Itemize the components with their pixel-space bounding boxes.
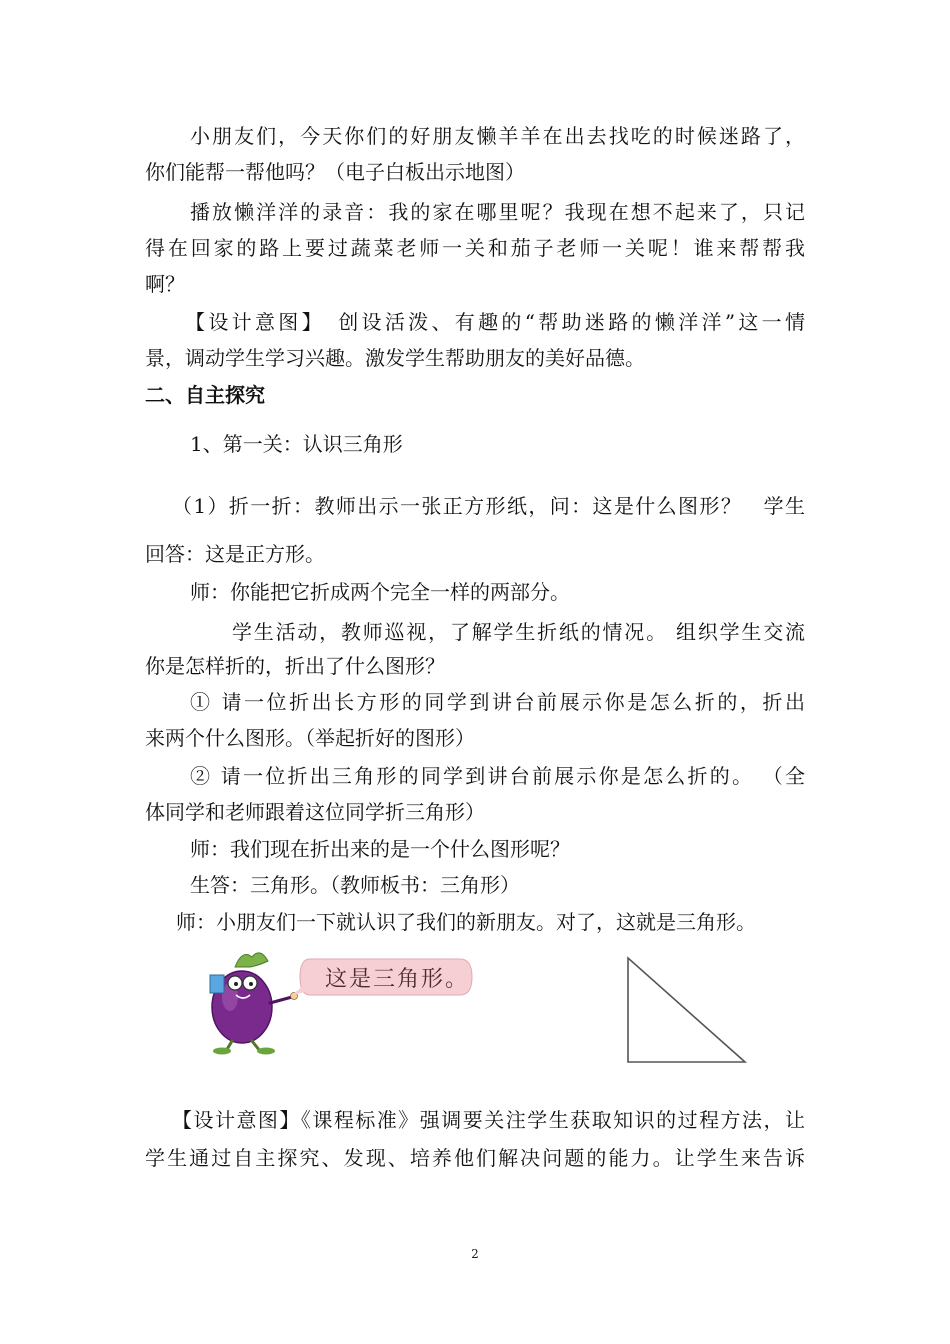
paragraph-line: 你们能帮一帮他吗？（电子白板出示地图） xyxy=(145,160,525,184)
paragraph-line: 播放懒洋洋的录音：我的家在哪里呢？我现在想不起来了，只记 xyxy=(190,200,805,224)
triangle-figure xyxy=(620,950,755,1070)
paragraph-line: 师：我们现在折出来的是一个什么图形呢？ xyxy=(190,837,570,861)
right-triangle-icon xyxy=(620,950,755,1070)
paragraph-line: 来两个什么图形。（举起折好的图形） xyxy=(145,726,475,750)
design-intent-line: 【设计意图】《课程标准》强调要关注学生获取知识的过程方法，让 xyxy=(172,1108,805,1132)
paragraph-line: 得在回家的路上要过蔬菜老师一关和茄子老师一关呢！谁来帮帮我 xyxy=(145,236,805,260)
paragraph-line: 回答：这是正方形。 xyxy=(145,542,325,566)
paragraph-line: 你是怎样折的，折出了什么图形？ xyxy=(145,654,445,678)
paragraph-line: （1）折一折：教师出示一张正方形纸，问：这是什么图形？ 学生 xyxy=(172,494,805,518)
paragraph-line: ① 请一位折出长方形的同学到讲台前展示你是怎么折的，折出 xyxy=(190,690,805,714)
paragraph-line: 小朋友们，今天你们的好朋友懒羊羊在出去找吃的时候迷路了， xyxy=(190,124,805,148)
page-number: 2 xyxy=(471,1247,479,1261)
subsection-title: 1、第一关：认识三角形 xyxy=(190,432,403,456)
paragraph-line: 啊？ xyxy=(145,272,185,296)
eggplant-illustration xyxy=(180,945,480,1055)
eggplant-character-icon xyxy=(180,945,480,1055)
paragraph-line: 学生通过自主探究、发现、培养他们解决问题的能力。让学生来告诉 xyxy=(145,1146,805,1170)
paragraph-line: 学生活动，教师巡视，了解学生折纸的情况。 组织学生交流 xyxy=(232,620,805,644)
paragraph-line: 师：小朋友们一下就认识了我们的新朋友。对了，这就是三角形。 xyxy=(176,910,756,934)
paragraph-line: ② 请一位折出三角形的同学到讲台前展示你是怎么折的。 （全 xyxy=(190,764,805,788)
paragraph-line: 体同学和老师跟着这位同学折三角形） xyxy=(145,800,485,824)
design-intent-line: 【设计意图】 创设活泼、有趣的“帮助迷路的懒洋洋”这一情 xyxy=(185,310,805,334)
section-heading: 二、自主探究 xyxy=(145,383,265,407)
paragraph-line: 景，调动学生学习兴趣。激发学生帮助朋友的美好品德。 xyxy=(145,346,645,370)
speech-bubble-text: 这是三角形。 xyxy=(325,967,470,992)
paragraph-line: 师：你能把它折成两个完全一样的两部分。 xyxy=(190,580,570,604)
paragraph-line: 生答：三角形。（教师板书：三角形） xyxy=(190,873,520,897)
